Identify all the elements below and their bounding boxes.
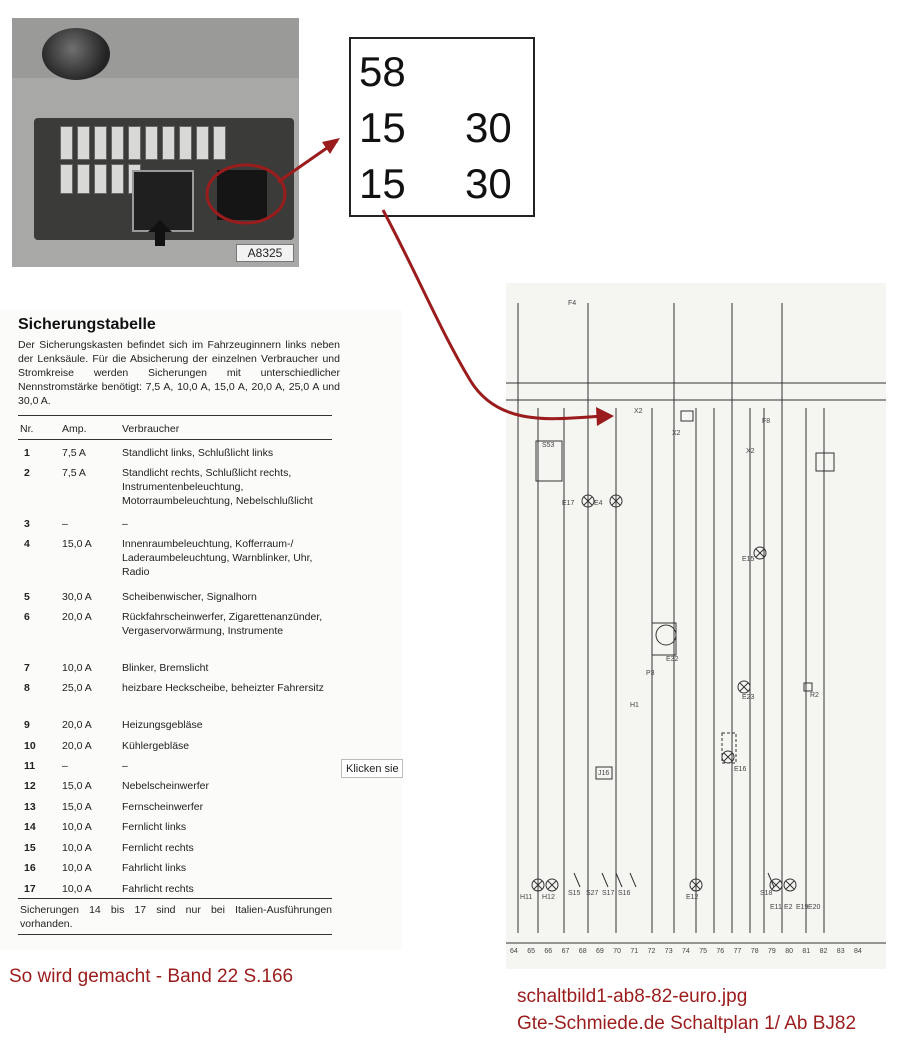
- terminal-number: 72: [647, 948, 656, 955]
- fuse: [60, 126, 73, 160]
- component-label: E23: [742, 694, 755, 701]
- component-label: J16: [598, 770, 610, 777]
- table-cell-amp: 20,0 A: [62, 719, 92, 731]
- table-cell-verbraucher: Fahrlicht rechts: [122, 883, 194, 895]
- table-cell-amp: 7,5 A: [62, 467, 86, 479]
- component-label: E16: [734, 766, 747, 773]
- table-rule-header: [18, 439, 332, 440]
- terminal-number: 84: [854, 948, 862, 955]
- terminal-number: 79: [768, 948, 776, 955]
- table-cell-amp: 25,0 A: [62, 682, 92, 694]
- component-label: S16: [618, 890, 631, 897]
- light-switch-knob: [42, 28, 110, 80]
- component-label: E12: [686, 894, 699, 901]
- header-verbraucher: Verbraucher: [122, 423, 180, 435]
- component-label: S53: [542, 442, 555, 449]
- table-cell-amp: 10,0 A: [62, 862, 92, 874]
- resistor-icon: [804, 683, 812, 691]
- table-cell-amp: 10,0 A: [62, 842, 92, 854]
- terminal-58: 58: [359, 48, 406, 95]
- terminal-number: 82: [819, 948, 828, 955]
- terminal-number: 83: [836, 948, 845, 955]
- component-label: H12: [542, 894, 555, 901]
- component-label: S17: [602, 890, 615, 897]
- table-cell-nr: 14: [24, 821, 36, 833]
- table-cell-verbraucher: Blinker, Bremslicht: [122, 662, 209, 674]
- table-footnote: Sicherungen 14 bis 17 sind nur bei Italien-Ausführungen vorhanden.: [20, 904, 332, 930]
- table-cell-nr: 12: [24, 780, 36, 792]
- fuse-box-photo: [12, 18, 299, 267]
- table-cell-verbraucher: Fahrlicht links: [122, 862, 187, 874]
- component-label: E4: [594, 500, 603, 507]
- component-label: E11: [770, 904, 782, 911]
- component-label: E19: [796, 904, 809, 911]
- table-rule-top: [18, 415, 332, 416]
- photo-label: A8325: [236, 244, 294, 262]
- terminal-number: 67: [561, 948, 570, 955]
- top-label: X2: [672, 430, 681, 437]
- terminal-15-b: 15: [359, 160, 406, 207]
- table-cell-nr: 2: [24, 467, 30, 479]
- table-cell-verbraucher: heizbare Heckscheibe, beheizter Fahrersitz: [122, 682, 324, 694]
- terminal-30-a: 30: [465, 104, 512, 151]
- table-cell-nr: 17: [24, 883, 36, 895]
- table-cell-amp: 15,0 A: [62, 538, 92, 550]
- fuse: [196, 126, 209, 160]
- header-nr: Nr.: [20, 423, 34, 435]
- table-cell-amp: 10,0 A: [62, 821, 92, 833]
- terminal-number: 65: [527, 948, 535, 955]
- switch-icon: [602, 873, 608, 887]
- terminal-number: 75: [699, 948, 707, 955]
- fuse-table-scan: [0, 310, 402, 950]
- fuse: [77, 126, 90, 160]
- table-cell-amp: 10,0 A: [62, 662, 92, 674]
- motor-icon: [656, 625, 676, 645]
- terminal-number: 71: [630, 948, 639, 955]
- table-cell-nr: 11: [24, 760, 36, 772]
- table-cell-verbraucher: Heizungsgebläse: [122, 719, 203, 731]
- table-intro: Der Sicherungskasten befindet sich im Fahrzeuginnern links neben der Lenksäule. Für die Absicherung der einzelnen Verbraucher und Stromkreise werden Sicherungen mit unterschiedlicher Nennstromstärke benötigt: 7,5 A, 10,0 A, 15,0 A, 20,0 A, 25,0 A und 30,0 A.: [18, 339, 340, 407]
- arrow-up-icon: [146, 218, 174, 248]
- table-cell-nr: 16: [24, 862, 36, 874]
- table-cell-nr: 5: [24, 591, 30, 603]
- table-cell-amp: –: [62, 518, 68, 530]
- switch-icon: [616, 873, 622, 887]
- table-cell-verbraucher: Fernlicht rechts: [122, 842, 194, 854]
- table-cell-nr: 1: [24, 447, 30, 459]
- tooltip-button[interactable]: Klicken sie: [341, 759, 403, 778]
- component-label: S27: [586, 890, 599, 897]
- component-label: S18: [760, 890, 773, 897]
- wiring-schematic: [506, 283, 886, 969]
- component-label: H1: [630, 702, 639, 709]
- table-cell-amp: 20,0 A: [62, 611, 92, 623]
- component-label: P3: [646, 670, 655, 677]
- table-cell-nr: 4: [24, 538, 30, 550]
- terminal-number: 77: [733, 948, 742, 955]
- table-cell-verbraucher: Standlicht rechts, Schlußlicht rechts, Instrumentenbeleuchtung, Motorraumbeleuchtung, Nebelschlußlicht: [122, 467, 313, 507]
- table-cell-verbraucher: Rückfahrscheinwerfer, Zigarettenanzünder, Vergaservorwärmung, Instrumente: [122, 611, 323, 637]
- terminal-15-a: 15: [359, 104, 406, 151]
- table-title: Sicherungstabelle: [18, 316, 156, 333]
- fuse: [162, 126, 175, 160]
- component-label: E17: [562, 500, 575, 507]
- fuse: [111, 126, 124, 160]
- table-cell-amp: 20,0 A: [62, 740, 92, 752]
- table-rule-end: [18, 934, 332, 935]
- header-amp: Amp.: [62, 423, 87, 435]
- terminal-number: 78: [750, 948, 759, 955]
- table-cell-verbraucher: Nebelscheinwerfer: [122, 780, 209, 792]
- table-cell-verbraucher: –: [122, 760, 128, 772]
- switch-icon: [630, 873, 636, 887]
- table-cell-amp: 7,5 A: [62, 447, 86, 459]
- table-cell-nr: 3: [24, 518, 30, 530]
- schematic-drawing: [506, 283, 886, 969]
- table-cell-nr: 7: [24, 662, 30, 674]
- table-cell-verbraucher: Innenraumbeleuchtung, Kofferraum-/ Laderaumbeleuchtung, Warnblinker, Uhr, Radio: [122, 538, 313, 578]
- component-label: E15: [742, 556, 755, 563]
- terminal-number: 69: [596, 948, 604, 955]
- switch-icon: [574, 873, 580, 887]
- connector-box: [681, 411, 693, 421]
- fuse: [77, 164, 90, 194]
- table-cell-verbraucher: Scheibenwischer, Signalhorn: [122, 591, 257, 603]
- fuse: [145, 126, 158, 160]
- fuse: [60, 164, 73, 194]
- terminal-number: 66: [544, 948, 553, 955]
- top-label: X2: [634, 408, 643, 415]
- caption-schematic-source: Gte-Schmiede.de Schaltplan 1/ Ab BJ82: [517, 1013, 857, 1034]
- component-label: H11: [520, 894, 533, 901]
- table-cell-amp: 30,0 A: [62, 591, 92, 603]
- table-cell-verbraucher: Standlicht links, Schlußlicht links: [122, 447, 274, 459]
- terminal-box: [349, 37, 535, 217]
- terminal-number: 64: [510, 948, 518, 955]
- component-label: E2: [784, 904, 793, 911]
- table-cell-nr: 8: [24, 682, 30, 694]
- fuse: [128, 126, 141, 160]
- caption-filename: schaltbild1-ab8-82-euro.jpg: [517, 986, 748, 1007]
- terminal-number: 76: [716, 948, 725, 955]
- table-rule-bottom: [18, 898, 332, 899]
- component-label: R2: [810, 692, 819, 699]
- table-cell-amp: 10,0 A: [62, 883, 92, 895]
- component-label: E20: [808, 904, 821, 911]
- terminal-number: 68: [578, 948, 587, 955]
- component-label: E32: [666, 656, 679, 663]
- terminal-block: [217, 170, 267, 220]
- terminal-number: 73: [664, 948, 673, 955]
- table-cell-verbraucher: Kühlergebläse: [122, 740, 190, 752]
- connector-box: [816, 453, 834, 471]
- component-label: S15: [568, 890, 581, 897]
- fuse: [94, 164, 107, 194]
- table-cell-nr: 10: [24, 740, 36, 752]
- terminal-number: 70: [613, 948, 621, 955]
- table-cell-verbraucher: Fernlicht links: [122, 821, 187, 833]
- table-cell-nr: 13: [24, 801, 36, 813]
- table-cell-nr: 15: [24, 842, 36, 854]
- fuse: [213, 126, 226, 160]
- table-cell-verbraucher: –: [122, 518, 128, 530]
- terminal-30-b: 30: [465, 160, 512, 207]
- table-cell-nr: 6: [24, 611, 30, 623]
- top-label: F8: [762, 418, 771, 425]
- fuse: [179, 126, 192, 160]
- top-label: X2: [746, 448, 755, 455]
- table-cell-nr: 9: [24, 719, 30, 731]
- table-cell-amp: 15,0 A: [62, 780, 92, 792]
- top-label: F4: [568, 300, 577, 307]
- caption-source-book: So wird gemacht - Band 22 S.166: [9, 966, 294, 987]
- fuse: [111, 164, 124, 194]
- terminal-number: 81: [802, 948, 811, 955]
- table-cell-amp: –: [62, 760, 68, 772]
- table-cell-amp: 15,0 A: [62, 801, 92, 813]
- terminal-number: 74: [682, 948, 690, 955]
- table-cell-verbraucher: Fernscheinwerfer: [122, 801, 204, 813]
- arrow-head-icon: [322, 138, 340, 154]
- terminal-number: 80: [785, 948, 793, 955]
- fuse: [94, 126, 107, 160]
